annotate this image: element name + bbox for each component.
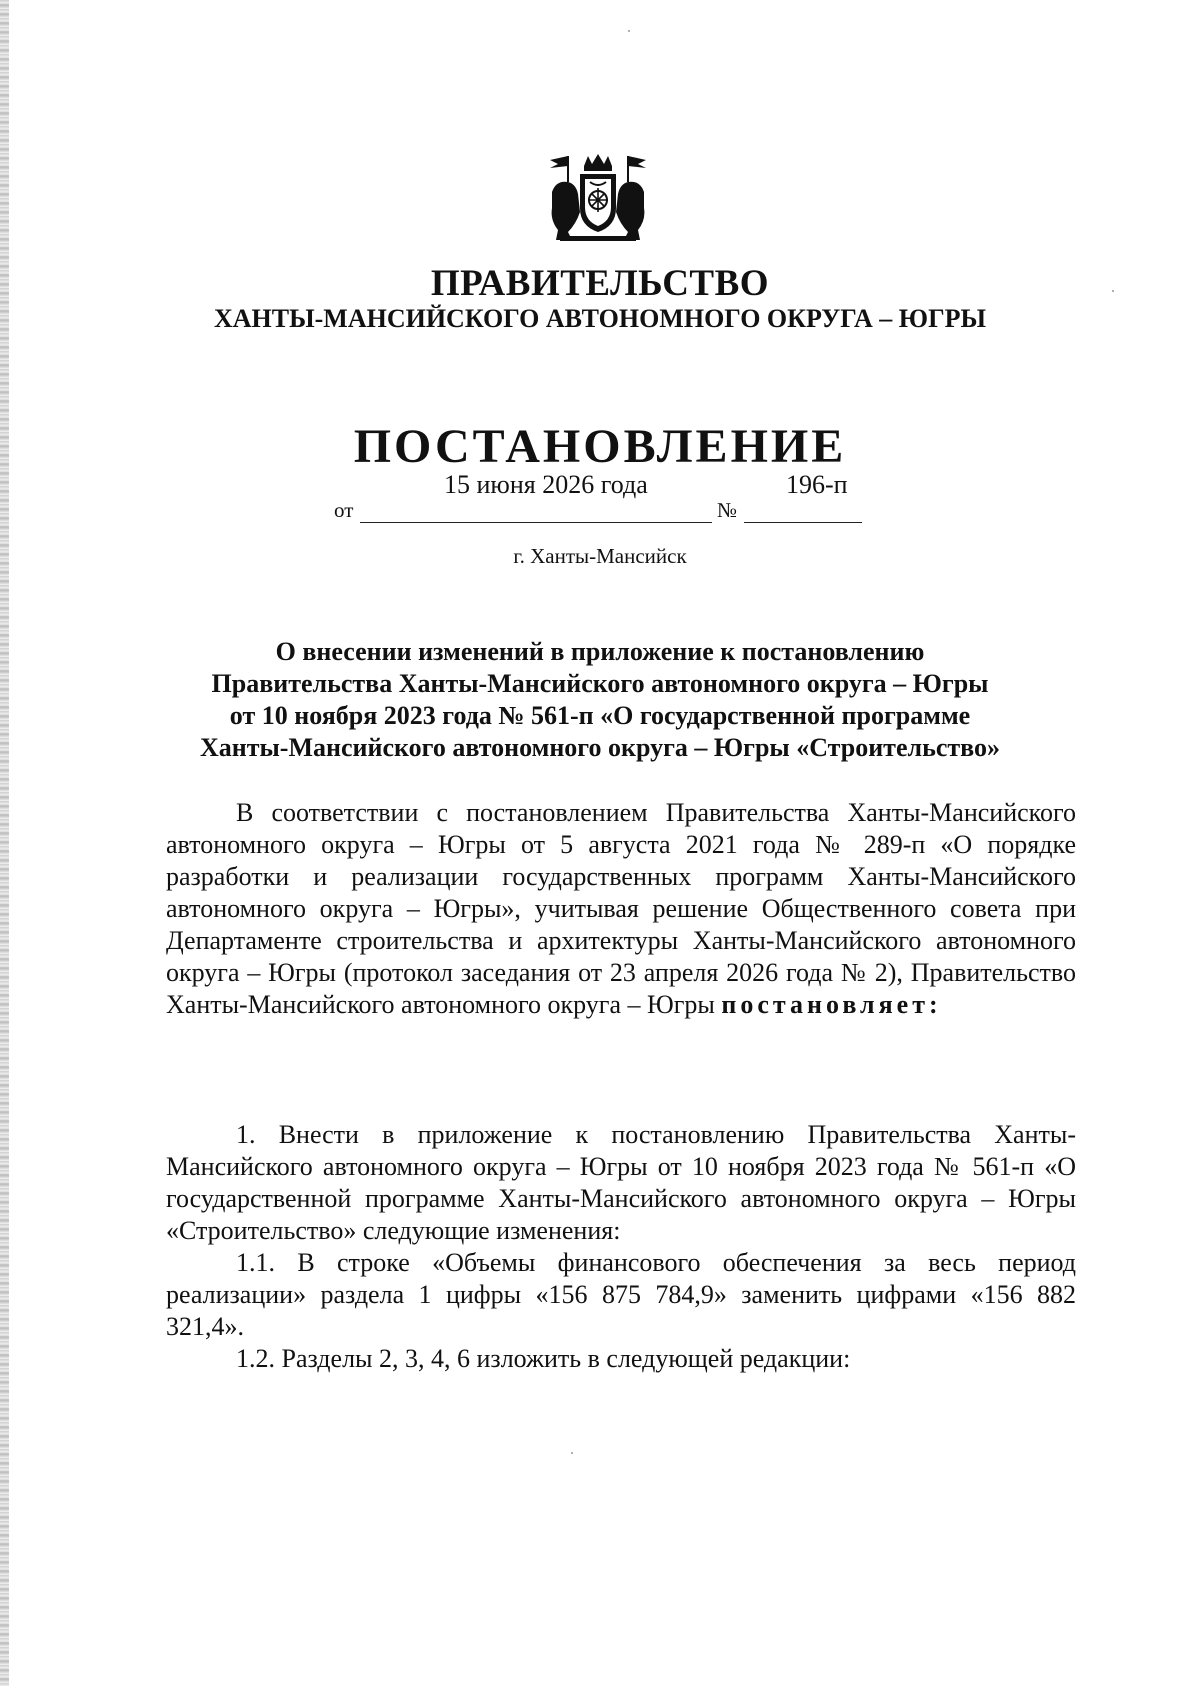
document-city: г. Ханты-Мансийск [513,544,687,568]
coat-of-arms-icon [546,152,650,244]
heading-line: от 10 ноября 2023 года № 561-п «О государственной программе [229,701,971,730]
document-number: 196-п [786,470,848,499]
number-underline [744,522,862,523]
government-title: ПРАВИТЕЛЬСТВО [430,263,770,304]
scan-edge [0,0,9,1686]
government-subtitle: ХАНТЫ-МАНСИЙСКОГО АВТОНОМНОГО ОКРУГА – ЮГРЫ [213,304,987,333]
heading-line: Ханты-Мансийского автономного округа – Югры «Строительство» [199,733,1001,762]
item-1: 1. Внести в приложение к постановлению Правительства Ханты-Мансийского автономного округа – Югры от 10 ноября 2023 года № 561-п «О государственной программе Ханты-Мансийского автономного округа – Югры «Строительство» следующие изменения: [166,1120,1076,1245]
item-1-1: 1.1. В строке «Объемы финансового обеспечения за весь период реализации» раздела 1 цифры «156 875 784,9» заменить цифрами «156 882 321,4». [166,1248,1076,1341]
document-date: 15 июня 2026 года [444,470,648,499]
items-block [166,1119,1076,1375]
preamble-paragraph [166,797,1076,1021]
preamble-block [166,797,1076,1021]
date-underline [360,522,712,523]
heading-line: О внесении изменений в приложение к постановлению [275,637,925,666]
document-requisites [0,470,1200,530]
document-type: ПОСТАНОВЛЕНИЕ [353,420,847,473]
number-sign: № [717,498,738,522]
scan-speck [571,1452,573,1454]
date-prefix: от [334,498,354,522]
item-1-2: 1.2. Разделы 2, 3, 4, 6 изложить в следующей редакции: [236,1344,851,1373]
preamble-text: В соответствии с постановлением Правительства Ханты-Мансийского автономного округа – Югры от 5 августа 2021 года № 289-п «О порядке разработки и реализации государственных программ Ханты-Мансийского автономного округа – Югры», учитывая решение Общественного совета при Департаменте строительства и архитектуры Ханты-Мансийского автономного округа – Югры (протокол заседания от 23 апреля 2026 года № 2), Правительство Ханты-Мансийского автономного округа – Югры [166,798,1076,1019]
scan-speck [628,30,630,32]
document-heading [150,636,1050,764]
decree-word: постановляет: [721,990,942,1019]
scan-speck [1112,290,1114,292]
heading-line: Правительства Ханты-Мансийского автономного округа – Югры [211,669,989,698]
